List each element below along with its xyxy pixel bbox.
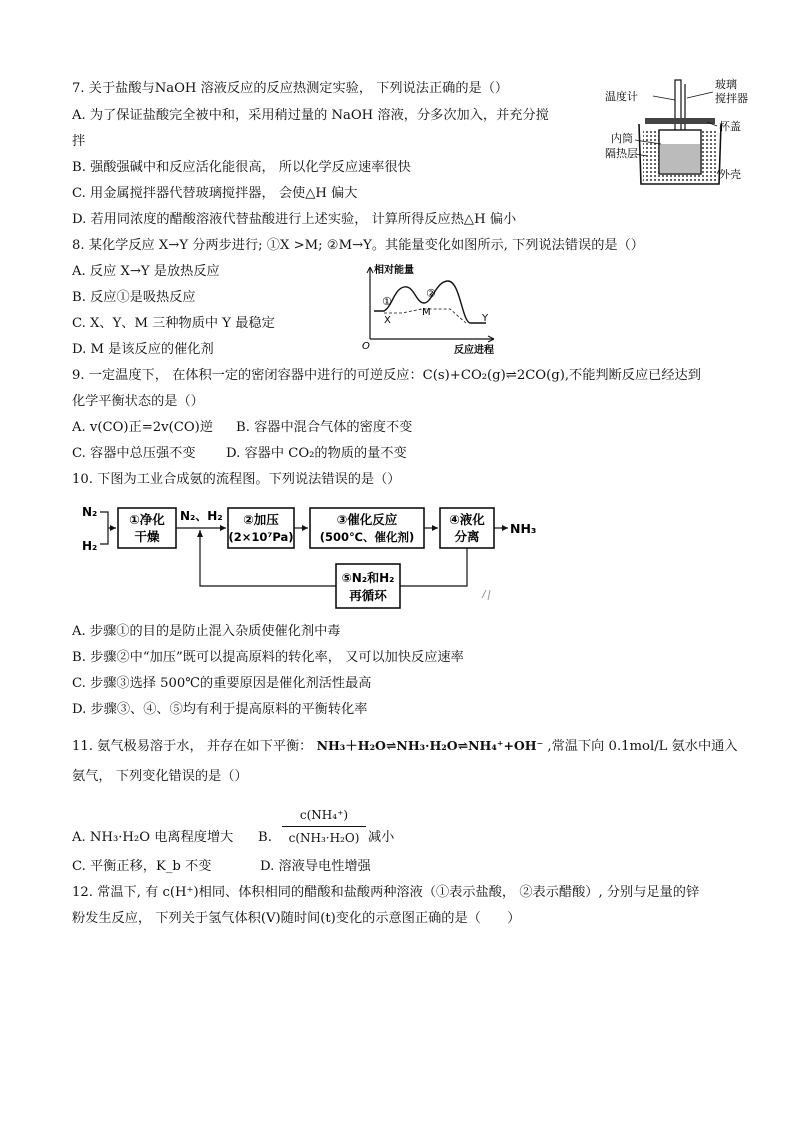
q11-equation: NH₃＋H₂O⇌NH₃·H₂O⇌NH₄⁺+OH⁻ <box>316 738 544 753</box>
q10-option-c: C. 步骤③选择 500℃的重要原因是催化剂活性最高 <box>72 676 372 691</box>
q12-stem-line1: 12. 常温下, 有 c(H⁺)相同、体积相同的醋酸和盐酸两种溶液（①表示盐酸， ②表示醋酸）, 分别与足量的锌 <box>72 885 700 900</box>
label-insulation: 隔热层 <box>605 147 638 160</box>
step4-label-a: ④液化 <box>449 512 485 527</box>
q11-option-b-letter: B. <box>258 830 272 845</box>
energy-diagram <box>362 263 502 355</box>
q10-option-b: B. 步骤②中“加压”既可以提高原料的转化率， 又可以加快反应速率 <box>72 650 464 665</box>
step5-label-a: ⑤N₂和H₂ <box>341 571 395 585</box>
label-mid: N₂、H₂ <box>180 509 223 523</box>
label-nh3: NH₃ <box>510 521 537 536</box>
q7-option-a-line1: A. 为了保证盐酸完全被中和，采用稍过量的 NaOH 溶液，分多次加入，并充分搅 <box>72 108 549 123</box>
cup-lid <box>645 118 715 124</box>
calorimeter-figure <box>605 78 755 196</box>
scan-mark <box>482 590 490 600</box>
q8-option-b: B. 反应①是吸热反应 <box>72 290 196 305</box>
q11-stem-pre: 11. 氨气极易溶于水， 并存在如下平衡： <box>72 739 313 754</box>
label-thermometer: 温度计 <box>605 90 638 103</box>
q7-stem: 7. 关于盐酸与NaOH 溶液反应的反应热测定实验， 下列说法正确的是（） <box>72 81 509 96</box>
label-inner-cup: 内筒 <box>611 132 633 145</box>
step2-label-b: (2×10⁷Pa) <box>228 530 294 544</box>
q10-option-d: D. 步骤③、④、⑤均有利于提高原料的平衡转化率 <box>72 702 368 717</box>
step1-label-b: 干燥 <box>134 529 160 544</box>
step3-label-a: ③催化反应 <box>336 512 398 527</box>
q7-option-b: B. 强酸强碱中和反应活化能很高， 所以化学反应速率很快 <box>72 160 411 175</box>
q9-option-a: A. v(CO)正=2v(CO)逆 <box>72 420 214 435</box>
label-lid: 杯盖 <box>719 120 741 133</box>
q7-option-c: C. 用金属搅拌器代替玻璃搅拌器， 会使△H 偏大 <box>72 186 358 201</box>
q11-option-b-suffix: 减小 <box>368 830 395 845</box>
label-m: M <box>422 307 431 318</box>
label-stirrer-1: 玻璃 <box>715 78 737 91</box>
label-x: X <box>384 315 391 326</box>
label-xlabel: 反应进程 <box>454 345 494 355</box>
q11-stem-post: ,常温下向 0.1mol/L 氨水中通入 <box>547 739 738 754</box>
q11-option-a: A. NH₃·H₂O 电离程度增大 <box>72 830 234 845</box>
step5-label-b: 再循环 <box>349 588 387 603</box>
q8-option-a: A. 反应 X→Y 是放热反应 <box>72 264 220 279</box>
q11-option-d: D. 溶液导电性增强 <box>260 859 371 874</box>
q8-option-d: D. M 是该反应的催化剂 <box>72 342 214 357</box>
q9-stem-line2: 化学平衡状态的是（） <box>72 394 204 409</box>
label-origin: O <box>362 341 370 352</box>
label-step2: ② <box>426 287 436 300</box>
step1-label-a: ①净化 <box>129 512 165 527</box>
q9-stem-line1: 9. 一定温度下， 在体积一定的密闭容器中进行的可逆反应：C(s)+CO₂(g)⇌2CO(g),不能判断反应已经达到 <box>72 368 701 383</box>
label-stirrer-2: 搅拌器 <box>715 92 748 105</box>
q11-stem-line2: 氨气， 下列变化错误的是（） <box>72 769 248 784</box>
q8-stem: 8. 某化学反应 X→Y 分两步进行; ①X >M; ②M→Y。其能量变化如图所示, 下列说法错误的是（） <box>72 238 644 253</box>
q7-option-d: D. 若用同浓度的醋酸溶液代替盐酸进行上述实验， 计算所得反应热△H 偏小 <box>72 212 517 227</box>
q9-option-c: C. 容器中总压强不变 <box>72 446 196 461</box>
label-y: Y <box>482 313 489 324</box>
step2-label-a: ②加压 <box>243 512 279 527</box>
label-step1: ① <box>382 295 392 308</box>
step4-label-b: 分离 <box>454 529 480 544</box>
q9-option-d: D. 容器中 CO₂的物质的量不变 <box>226 446 407 461</box>
q12-stem-line2: 粉发生反应， 下列关于氢气体积(V)随时间(t)变化的示意图正确的是（ ） <box>72 911 521 926</box>
label-h2: H₂ <box>82 539 98 553</box>
q11-option-c: C. 平衡正移，K_b 不变 <box>72 859 212 874</box>
q11-fraction-numerator: c(NH₄⁺) <box>282 806 366 827</box>
label-ylabel: 相对能量 <box>374 265 414 276</box>
q11-fraction-denominator: c(NH₃·H₂O) <box>288 831 360 845</box>
q10-stem: 10. 下图为工业合成氨的流程图。下列说法错误的是（） <box>72 472 401 487</box>
step3-label-b: (500℃、催化剂) <box>319 530 415 544</box>
q11-fraction <box>282 806 366 847</box>
label-shell: 外壳 <box>719 168 741 181</box>
label-n2: N₂ <box>82 505 98 519</box>
ammonia-flowchart <box>80 500 550 618</box>
q8-option-c: C. X、Y、M 三种物质中 Y 最稳定 <box>72 316 275 331</box>
q7-option-a-line2: 拌 <box>72 134 86 149</box>
q10-option-a: A. 步骤①的目的是防止混入杂质使催化剂中毒 <box>72 624 341 639</box>
q9-option-b: B. 容器中混合气体的密度不变 <box>236 420 413 435</box>
q11-stem-line1 <box>72 737 738 756</box>
